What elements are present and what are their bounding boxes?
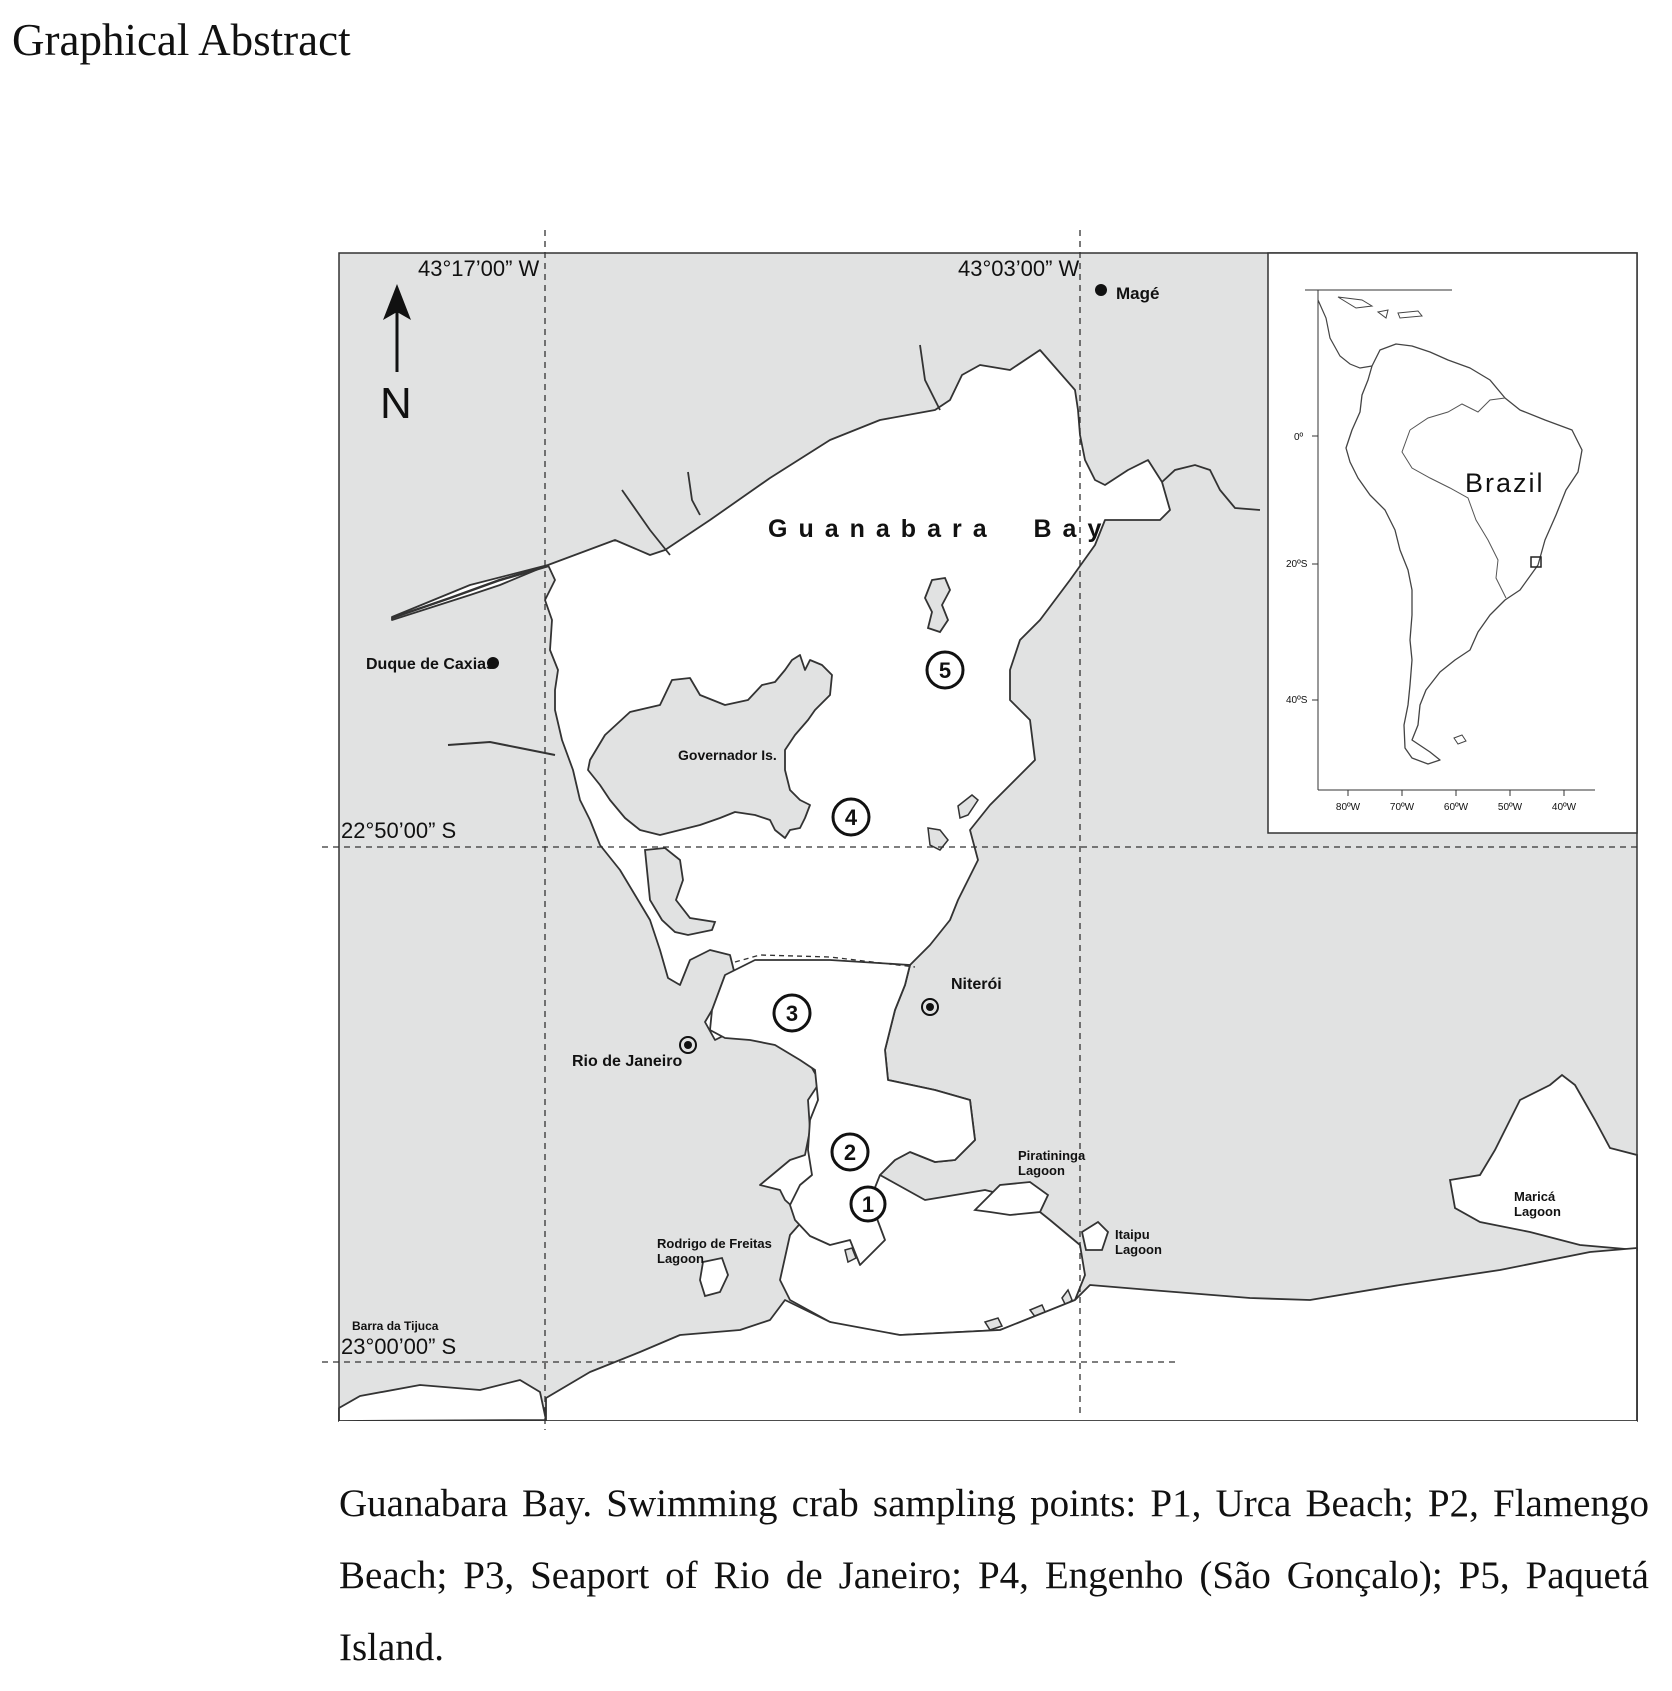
itaipu-label-2: Lagoon <box>1115 1242 1162 1257</box>
barra-label: Barra da Tijuca <box>352 1319 439 1333</box>
sampling-point-2 <box>832 1134 868 1170</box>
inset-lon-tick-50: 50ºW <box>1497 802 1523 813</box>
mage-label: Magé <box>1116 284 1160 303</box>
inset-country-label: Brazil <box>1465 468 1545 498</box>
figure-caption: Guanabara Bay. Swimming crab sampling points: P1, Urca Beach; P2, Flamengo Beach; P3, Seaport of Rio de Janeiro; P4, Engenho (São Gonçalo); P5, Paquetá Island. <box>339 1482 1649 1669</box>
governador-label: Governador Is. <box>678 747 777 763</box>
sampling-point-3 <box>774 995 810 1031</box>
grid-label-lon-east: 43°03’00” W <box>958 256 1080 281</box>
inset-lat-tick-20: 20ºS <box>1286 559 1308 570</box>
sampling-point-5 <box>927 652 963 688</box>
sampling-point-2-label: 2 <box>843 1140 857 1165</box>
sampling-point-1 <box>851 1187 885 1221</box>
marica-label-1: Maricá <box>1514 1189 1556 1204</box>
sampling-point-1-label: 1 <box>861 1192 875 1217</box>
inset-map <box>1268 253 1637 833</box>
rio-marker <box>684 1041 692 1049</box>
rodrigo-label-2: Lagoon <box>657 1251 704 1266</box>
sampling-point-5-label: 5 <box>938 658 952 683</box>
grid-label-lat-south: 23°00’00” S <box>341 1334 457 1359</box>
sampling-point-4-label: 4 <box>844 805 858 830</box>
below-frame-mask <box>339 1421 1637 1431</box>
north-label: N <box>380 379 412 428</box>
itaipu-label-1: Itaipu <box>1115 1227 1150 1242</box>
sampling-point-4 <box>833 799 869 835</box>
bay-label: Guanabara Bay <box>768 515 1113 543</box>
grid-label-lat-north: 22°50’00” S <box>341 818 457 843</box>
niteroi-marker <box>926 1003 934 1011</box>
piratininga-label-1: Piratininga <box>1018 1148 1086 1163</box>
marica-label-2: Lagoon <box>1514 1204 1561 1219</box>
grid-label-lon-west: 43°17’00” W <box>418 256 540 281</box>
duque-de-caxias-label: Duque de Caxias <box>366 656 495 673</box>
page-heading: Graphical Abstract <box>12 15 351 65</box>
rodrigo-label-1: Rodrigo de Freitas <box>657 1236 772 1251</box>
piratininga-label-2: Lagoon <box>1018 1163 1065 1178</box>
sampling-point-3-label: 3 <box>785 1001 799 1026</box>
mage-marker <box>1095 284 1107 296</box>
rio-label: Rio de Janeiro <box>572 1053 683 1070</box>
inset-lon-tick-60: 60ºW <box>1443 802 1469 813</box>
inset-lat-tick-40: 40ºS <box>1286 695 1308 706</box>
inset-lon-tick-70: 70ºW <box>1389 802 1415 813</box>
niteroi-label: Niterói <box>951 976 1002 993</box>
inset-lon-tick-80: 80ºW <box>1335 802 1361 813</box>
inset-lon-tick-40: 40ºW <box>1551 802 1577 813</box>
inset-lat-tick-0: 0º <box>1294 432 1304 443</box>
